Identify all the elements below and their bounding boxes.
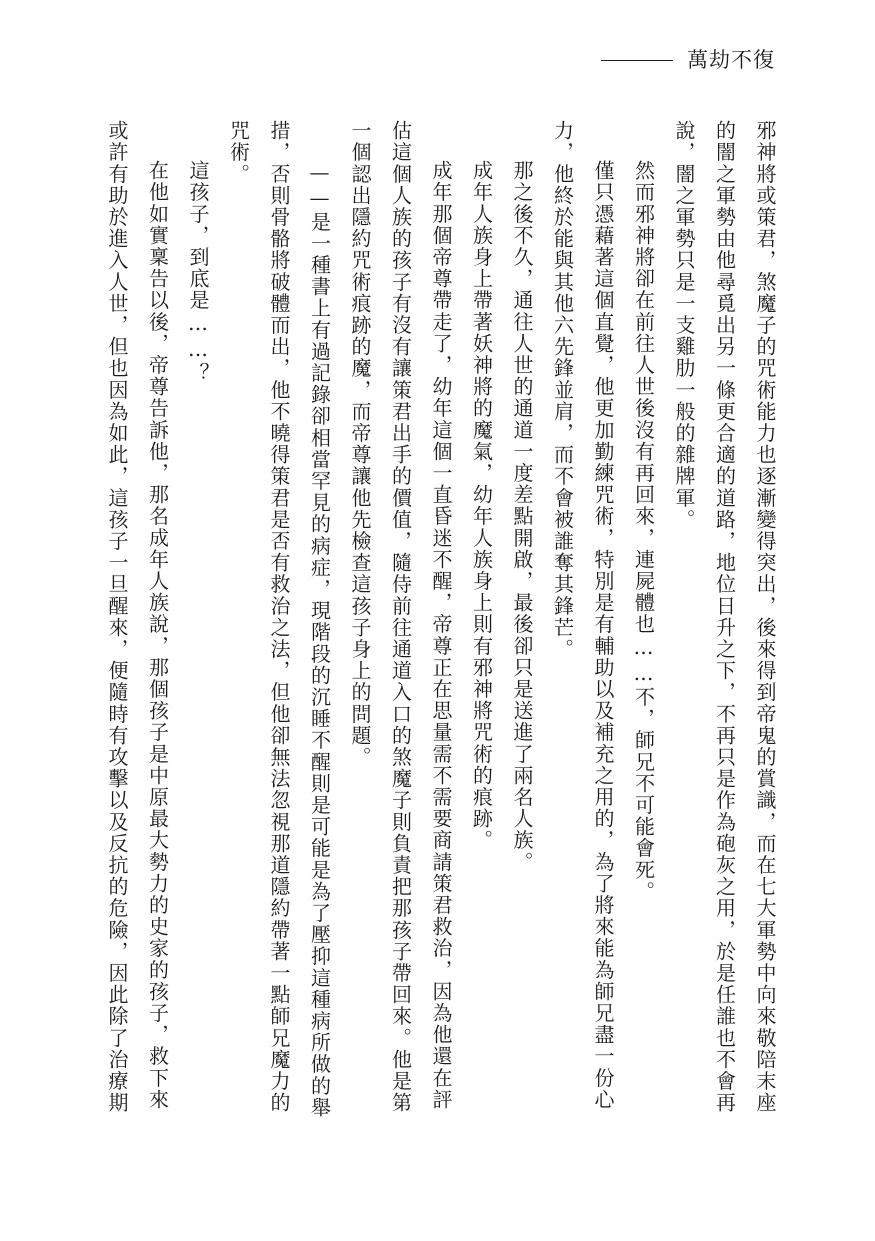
- book-title: 萬劫不復: [687, 48, 775, 72]
- paragraph: 在他如實稟告以後，帝尊告訴他，那名成年人族說，那個孩子是中原最大勢力的史家的孩子，救下來或許有助於進入人世，但也因為如此，這孩子一旦醒來，便隨時有攻擊以及反抗的危險，因此除了治療期: [105, 120, 170, 1114]
- paragraph: ——是一種書上有過記錄卻相當罕見的病症，現階段的沉睡不醒則是可能是為了壓抑這種病所做的舉措，否則骨骼將破體而出，他不曉得策君是否有救治之法，但他卻無法忽視那道隱約帶著一點師兄魔力的咒術。: [226, 120, 332, 1119]
- paragraph: 這孩子，到底是……？: [186, 160, 210, 384]
- paragraph: 然而邪神將卻在前往人世後沒有再回來，連屍體也……不，師兄不可能會死。: [631, 160, 656, 903]
- paragraph: 那之後不久，通往人世的通道一度差點開啟，最後卻只是送進了兩名人族。: [510, 160, 534, 873]
- header-rule: [601, 60, 673, 61]
- paragraph: 成年那個帝尊帶走了，幼年這個一直昏迷不醒，帝尊正在思量需不需要商請策君救治，因為他還在評估這個人族的孩子有沒有讓策君出手的價值，隨侍前往通道入口的煞魔子則負責把那孩子帶回來。他是第一個認出隱約咒術痕跡的魔，而帝尊讓他先檢查這孩子身上的問題。: [348, 120, 453, 1114]
- vertical-body-text: [85, 120, 785, 1130]
- paragraph: 邪神將或策君，煞魔子的咒術能力也逐漸變得突出，後來得到帝鬼的賞識，而在七大軍勢中向來敬陪末座的闇之軍勢由他尋覓出另一條更合適的道路，地位日升之下，不再只是作為砲灰之用，於是任誰也不會再說，闇之軍勢只是一支雞肋一般的雜牌軍。: [672, 120, 777, 1114]
- running-header: [601, 50, 775, 71]
- paragraph: 成年人族身上帶著妖神將的魔氣，幼年人族身上則有邪神將咒術的痕跡。: [469, 160, 494, 852]
- paragraph: 僅只憑藉著這個直覺，他更加勤練咒術，特別是有輔助以及補充之用的，為了將來能為師兄盡一份心力，他終於能與其他六先鋒並肩，而不會被誰奪其鋒芒。: [550, 120, 615, 1111]
